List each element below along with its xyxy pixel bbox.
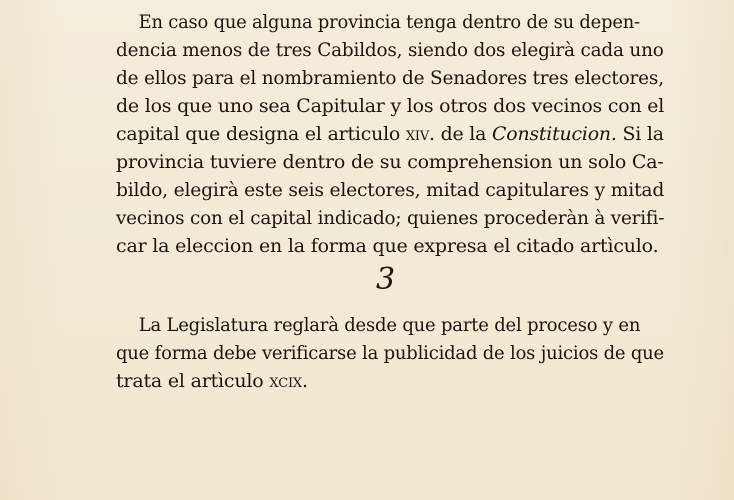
text-line: de ellos para el nombramiento de Senadores tres electores, xyxy=(116,67,664,89)
paragraph-2 xyxy=(116,311,664,395)
text-line: provincia tuviere dentro de su comprehension un solo Ca- xyxy=(116,151,664,173)
text-line: vecinos con el capital indicado; quienes procederàn à verifi- xyxy=(116,207,665,229)
text-line: bildo, elegirà este seis electores, mitad capitulares y mitad xyxy=(116,179,665,201)
paragraph-1 xyxy=(116,8,664,260)
text-line: de los que uno sea Capitular y los otros dos vecinos con el xyxy=(116,95,665,117)
text-line: dencia menos de tres Cabildos, siendo dos elegirà cada uno xyxy=(116,39,664,61)
text-line: car la eleccion en la forma que expresa el citado artìculo. xyxy=(116,235,659,257)
text-line: que forma debe verificarse la publicidad de los juicios de que xyxy=(116,342,664,364)
text-line: En caso que alguna provincia tenga dentro de su depen- xyxy=(138,11,640,33)
section-number: 3 xyxy=(376,262,396,297)
text-line: capital que designa el articulo xiv. de la Constitucion. Si la xyxy=(116,123,664,145)
text-line: trata el artìculo xcix. xyxy=(116,370,308,392)
text-line: La Legislatura reglarà desde que parte del proceso y en xyxy=(138,314,641,336)
